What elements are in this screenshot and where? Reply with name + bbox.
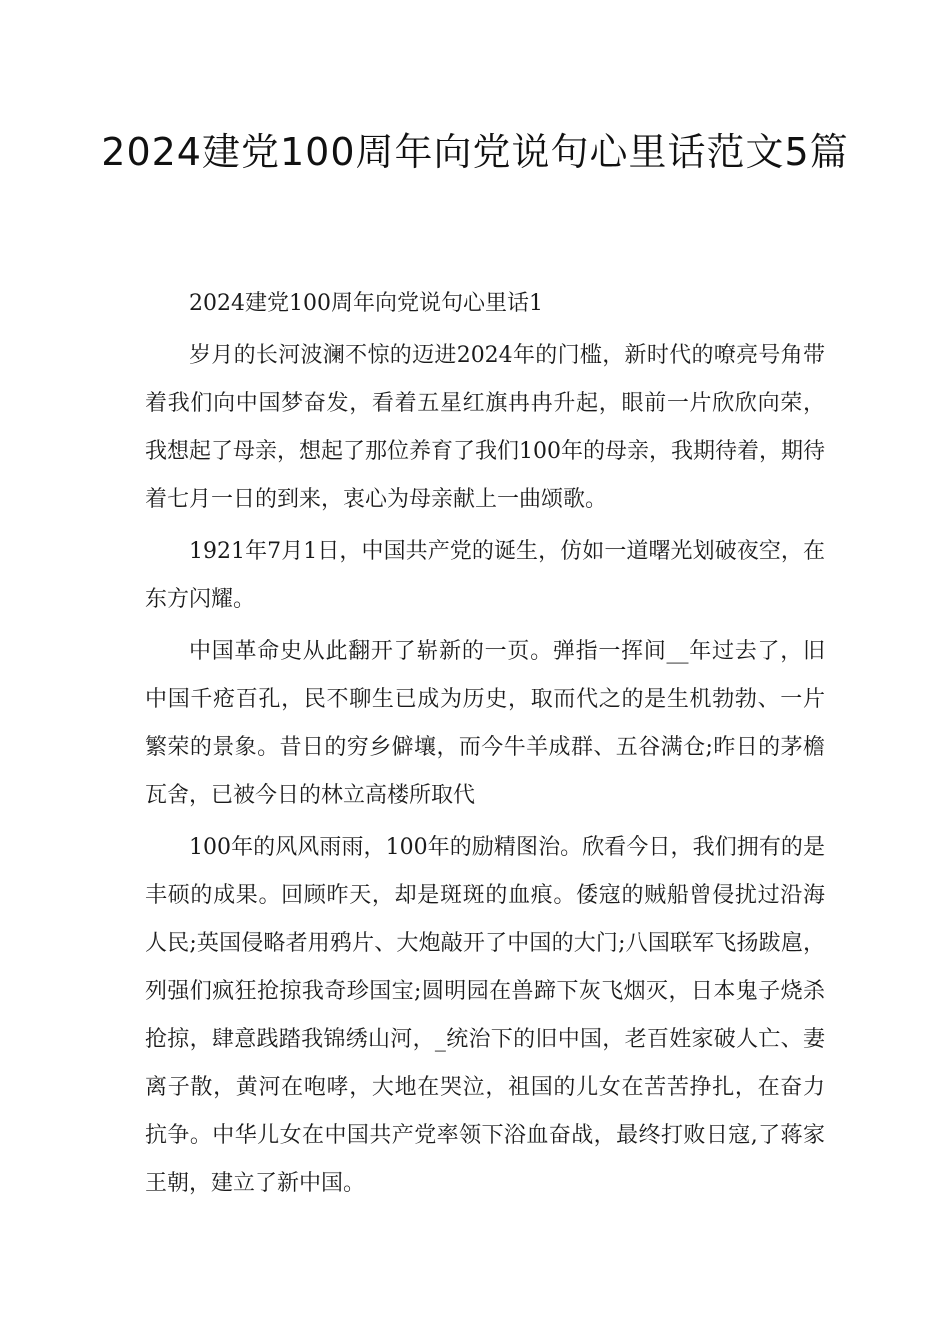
- paragraph: 1921年7月1日，中国共产党的诞生，仿如一道曙光划破夜空，在东方闪耀。: [145, 539, 825, 612]
- document-title: 2024建党100周年向党说句心里话范文5篇: [101, 130, 849, 174]
- paragraph: 100年的风风雨雨，100年的励精图治。欣看今日，我们拥有的是丰硕的成果。回顾昨天，却是斑斑的血痕。倭寇的贼船曾侵扰过沿海人民;英国侵略者用鸦片、大炮敲开了中国的大门;八国联军飞扬跋扈，列强们疯狂抢掠我奇珍国宝;圆明园在兽蹄下灰飞烟灭，日本鬼子烧杀抢掠，肆意践踏我锦绣山河，_统治下的旧中国，老百姓家破人亡、妻离子散，黄河在咆哮，大地在哭泣，祖国的儿女在苦苦挣扎，在奋力抗争。中华儿女在中国共产党率领下浴血奋战，最终打败日寇,了蒋家王朝，建立了新中国。: [145, 835, 825, 1196]
- section-heading: 2024建党100周年向党说句心里话1: [189, 291, 543, 316]
- paragraph: 中国革命史从此翻开了崭新的一页。弹指一挥间__年过去了，旧中国千疮百孔，民不聊生已成为历史，取而代之的是生机勃勃、一片繁荣的景象。昔日的穷乡僻壤，而今牛羊成群、五谷满仓;昨日的茅檐瓦舍，已被今日的林立高楼所取代: [145, 639, 825, 808]
- document-body: [145, 280, 825, 1212]
- paragraph: 岁月的长河波澜不惊的迈进2024年的门槛，新时代的嘹亮号角带着我们向中国梦奋发，看着五星红旗冉冉升起，眼前一片欣欣向荣，我想起了母亲，想起了那位养育了我们100年的母亲，我期待着，期待着七月一日的到来，衷心为母亲献上一曲颂歌。: [145, 343, 825, 512]
